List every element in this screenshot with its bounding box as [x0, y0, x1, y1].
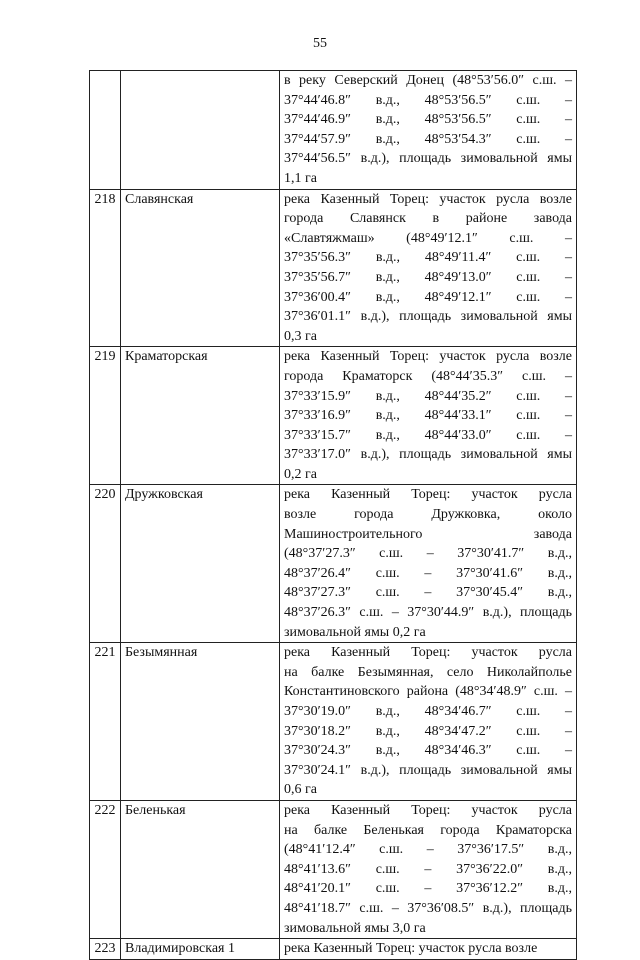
- page-number: 55: [313, 36, 327, 51]
- pit-name-cell: Краматорская: [121, 347, 280, 485]
- location-description-cell: [280, 800, 577, 938]
- description-line: 37°33′17.0″ в.д.), площадь зимовальной ямы: [284, 447, 572, 463]
- description-line: зимовальной ямы 0,2 га: [284, 624, 426, 640]
- pit-name-cell: Славянская: [121, 189, 280, 347]
- description-line: города Краматорск (48°44′35.3″ с.ш. –: [284, 368, 572, 384]
- description-line: Машиностроительного завода: [284, 526, 572, 542]
- pit-name-cell: [121, 71, 280, 190]
- description-line: 37°33′15.9″ в.д., 48°44′35.2″ с.ш. –: [284, 388, 572, 404]
- description-line: 37°33′15.7″ в.д., 48°44′33.0″ с.ш. –: [284, 427, 572, 443]
- description-line: Константиновского района (48°34′48.9″ с.ш. –: [284, 684, 572, 700]
- description-line: река Казенный Торец: участок русла: [284, 645, 572, 661]
- description-line: 37°30′24.1″ в.д.), площадь зимовальной ямы: [284, 762, 572, 778]
- location-description-cell: [280, 347, 577, 485]
- pit-name-cell: Дружковская: [121, 485, 280, 643]
- description-line: 37°44′46.9″ в.д., 48°53′56.5″ с.ш. –: [284, 112, 572, 128]
- description-line: 48°41′20.1″ с.ш. – 37°36′12.2″ в.д.,: [284, 881, 572, 897]
- description-line: (48°37′27.3″ с.ш. – 37°30′41.7″ в.д.,: [284, 546, 572, 562]
- location-description-cell: [280, 485, 577, 643]
- description-line: 37°30′18.2″ в.д., 48°34′47.2″ с.ш. –: [284, 723, 572, 739]
- description-line: 0,3 га: [284, 328, 317, 344]
- description-line: 48°37′26.4″ с.ш. – 37°30′41.6″ в.д.,: [284, 565, 572, 581]
- table-row: [90, 939, 577, 960]
- description-line: в реку Северский Донец (48°53′56.0″ с.ш. –: [284, 73, 572, 88]
- table-row: [90, 485, 577, 643]
- location-description-cell: [280, 189, 577, 347]
- table-row: [90, 800, 577, 938]
- description-line: 48°41′13.6″ с.ш. – 37°36′22.0″ в.д.,: [284, 861, 572, 877]
- description-line: 48°37′26.3″ с.ш. – 37°30′44.9″ в.д.), площадь: [284, 605, 572, 621]
- description-line: на балке Безымянная, село Николайполье: [284, 664, 572, 680]
- row-number-cell: 219: [90, 347, 121, 485]
- description-line: 37°35′56.7″ в.д., 48°49′13.0″ с.ш. –: [284, 269, 572, 285]
- description-line: 37°44′56.5″ в.д.), площадь зимовальной ямы: [284, 151, 572, 167]
- pit-name-cell: Безымянная: [121, 643, 280, 801]
- location-description-cell: [280, 71, 577, 190]
- description-line: 37°44′57.9″ в.д., 48°53′54.3″ с.ш. –: [284, 131, 572, 147]
- table-row: [90, 71, 577, 190]
- row-number-cell: [90, 71, 121, 190]
- description-line: 37°30′24.3″ в.д., 48°34′46.3″ с.ш. –: [284, 743, 572, 759]
- row-number-cell: 220: [90, 485, 121, 643]
- description-line: река Казенный Торец: участок русла возле: [284, 349, 572, 365]
- description-line: 48°41′18.7″ с.ш. – 37°36′08.5″ в.д.), площадь: [284, 900, 572, 916]
- description-line: 37°30′19.0″ в.д., 48°34′46.7″ с.ш. –: [284, 704, 572, 719]
- description-line: (48°41′12.4″ с.ш. – 37°36′17.5″ в.д.,: [284, 842, 572, 858]
- description-line: 37°44′46.8″ в.д., 48°53′56.5″ с.ш. –: [284, 92, 572, 108]
- pit-name-cell: Беленькая: [121, 800, 280, 938]
- location-description-cell: [280, 643, 577, 801]
- row-number-cell: 218: [90, 189, 121, 347]
- table-row: [90, 643, 577, 801]
- description-line: зимовальной ямы 3,0 га: [284, 920, 426, 936]
- description-line: 1,1 га: [284, 170, 317, 186]
- description-line: «Славтяжмаш» (48°49′12.1″ с.ш. –: [284, 230, 572, 246]
- row-number-cell: 221: [90, 643, 121, 801]
- description-line: река Казенный Торец: участок русла возле: [284, 941, 538, 957]
- table-row: [90, 347, 577, 485]
- description-line: река Казенный Торец: участок русла: [284, 802, 572, 818]
- pit-name-cell: Владимировская 1: [121, 939, 280, 960]
- description-line: на балке Беленькая города Краматорска: [284, 822, 572, 838]
- description-line: 0,6 га: [284, 782, 317, 798]
- location-description-cell: [280, 939, 577, 960]
- description-line: река Казенный Торец: участок русла возле: [284, 191, 572, 207]
- table-row: [90, 189, 577, 347]
- description-line: 37°33′16.9″ в.д., 48°44′33.1″ с.ш. –: [284, 408, 572, 424]
- row-number-cell: 222: [90, 800, 121, 938]
- description-line: 37°35′56.3″ в.д., 48°49′11.4″ с.ш. –: [284, 250, 572, 266]
- description-line: 37°36′01.1″ в.д.), площадь зимовальной ямы: [284, 309, 572, 325]
- row-number-cell: 223: [90, 939, 121, 960]
- description-line: 48°37′27.3″ с.ш. – 37°30′45.4″ в.д.,: [284, 585, 572, 601]
- description-line: река Казенный Торец: участок русла: [284, 487, 572, 503]
- description-line: 0,2 га: [284, 466, 317, 482]
- table-body: [90, 71, 577, 960]
- description-line: 37°36′00.4″ в.д., 48°49′12.1″ с.ш. –: [284, 289, 572, 305]
- description-line: города Славянск в районе завода: [284, 211, 572, 227]
- description-line: возле города Дружковка, около: [284, 507, 572, 523]
- wintering-pits-table: [89, 70, 577, 960]
